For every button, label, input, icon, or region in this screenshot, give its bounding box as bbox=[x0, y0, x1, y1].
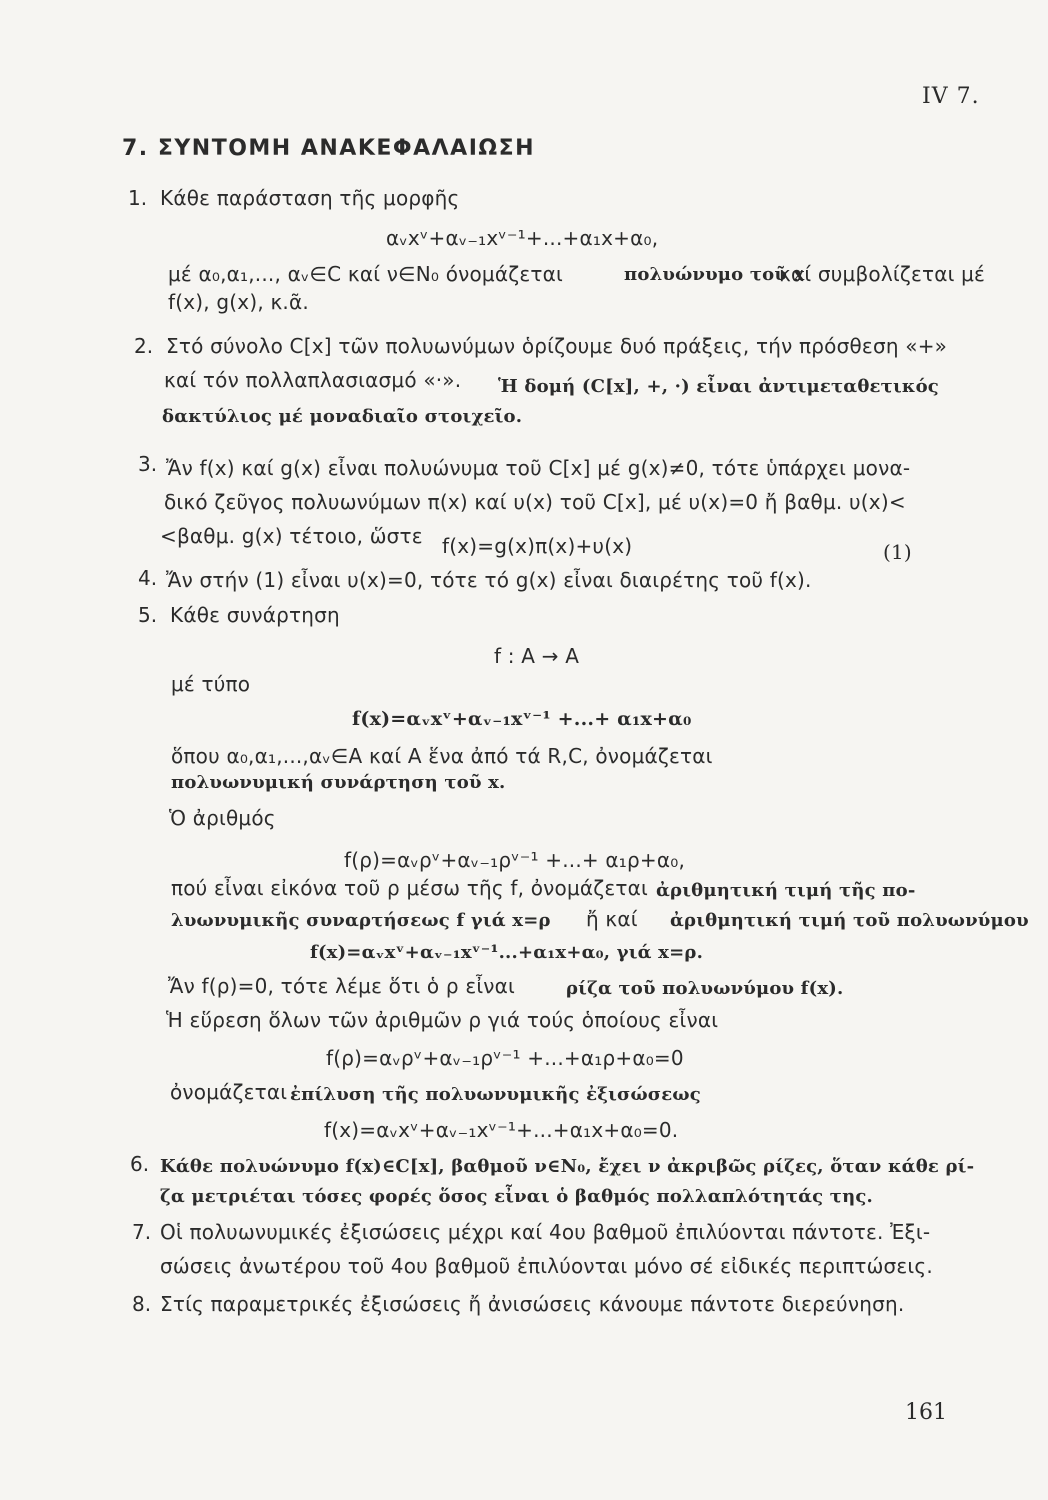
term-bold: Κάθε πολυώνυμο f(x)∈C[x], βαθμοῦ ν∈N₀, ἔχει ν ἀκριβῶς ρίζες, ὅταν κάθε ρί- bbox=[160, 1156, 975, 1177]
item-number: 7. bbox=[132, 1220, 152, 1244]
formula: f : A → A bbox=[494, 644, 580, 668]
item-text: Κάθε παράσταση τῆς μορφῆς bbox=[160, 186, 460, 210]
term-bold: ἐπίλυση τῆς πολυωνυμικῆς ἐξισώσεως bbox=[290, 1084, 701, 1105]
item-text: Ἄν f(ρ)=0, τότε λέμε ὅτι ὁ ρ εἶναι bbox=[168, 974, 516, 998]
item-number: 3. bbox=[138, 452, 158, 476]
item-text: ἤ καί bbox=[586, 907, 638, 931]
page-number: 161 bbox=[905, 1400, 947, 1425]
item-text: σώσεις ἀνωτέρου τοῦ 4ου βαθμοῦ ἐπιλύονται μόνο σέ εἰδικές περιπτώσεις. bbox=[160, 1254, 933, 1278]
item-text: δικό ζεῦγος πολυωνύμων π(x) καί υ(x) τοῦ C[x], μέ υ(x)=0 ἤ βαθμ. υ(x)< bbox=[164, 490, 906, 514]
item-number: 5. bbox=[138, 603, 158, 627]
formula: f(ρ)=αᵥρᵛ+αᵥ₋₁ρᵛ⁻¹ +...+α₁ρ+α₀=0 bbox=[326, 1046, 684, 1070]
item-text: καί συμβολίζεται μέ bbox=[779, 262, 986, 286]
formula: f(x)=αᵥxᵛ+αᵥ₋₁xᵛ⁻¹+...+α₁x+α₀=0. bbox=[324, 1118, 679, 1142]
term-bold: ζα μετριέται τόσες φορές ὅσος εἶναι ὁ βαθμός πολλαπλότητάς της. bbox=[160, 1186, 874, 1207]
item-text: f(x), g(x), κ.ᾶ. bbox=[168, 290, 309, 314]
item-text: Κάθε συνάρτηση bbox=[170, 603, 340, 627]
item-text: Ἄν f(x) καί g(x) εἶναι πολυώνυμα τοῦ C[x] μέ g(x)≠0, τότε ὑπάρχει μονα- bbox=[166, 456, 911, 480]
item-text: Ὁ ἀριθμός bbox=[169, 806, 276, 830]
item-number: 2. bbox=[134, 334, 154, 358]
term-bold: ρίζα τοῦ πολυωνύμου f(x). bbox=[566, 978, 844, 999]
formula: f(x)=αᵥxᵛ+αᵥ₋₁xᵛ⁻¹...+α₁x+α₀, γιά x=ρ. bbox=[310, 942, 704, 963]
term-bold: δακτύλιος μέ μοναδιαῖο στοιχεῖο. bbox=[162, 406, 523, 427]
term-bold: πολυωνυμική συνάρτηση τοῦ x. bbox=[171, 772, 506, 793]
item-number: 4. bbox=[138, 566, 158, 590]
item-text: <βαθμ. g(x) τέτοιο, ὥστε bbox=[160, 524, 423, 548]
item-text: Ἄν στήν (1) εἶναι υ(x)=0, τότε τό g(x) εἶναι διαιρέτης τοῦ f(x). bbox=[166, 568, 812, 592]
item-text: ὅπου α₀,α₁,...,αᵥ∈A καί A ἕνα ἀπό τά R,C, ὀνομάζεται bbox=[171, 744, 713, 768]
formula: αᵥxᵛ+αᵥ₋₁xᵛ⁻¹+...+α₁x+α₀, bbox=[386, 226, 659, 250]
item-text: πού εἶναι εἰκόνα τοῦ ρ μέσω τῆς f, ὀνομάζεται bbox=[171, 876, 648, 900]
term-bold: λυωνυμικῆς συναρτήσεως f γιά x=ρ bbox=[171, 910, 551, 931]
item-text: Στό σύνολο C[x] τῶν πολυωνύμων ὁρίζουμε δυό πράξεις, τήν πρόσθεση «+» bbox=[166, 334, 948, 358]
item-text: Οἱ πολυωνυμικές ἐξισώσεις μέχρι καί 4ου βαθμοῦ ἐπιλύονται πάντοτε. Ἐξι- bbox=[160, 1220, 931, 1244]
page-title: 7. ΣΥΝΤΟΜΗ ΑΝΑΚΕΦΑΛΑΙΩΣΗ bbox=[122, 136, 536, 161]
term-bold: ἀριθμητική τιμή τοῦ πολυωνύμου bbox=[670, 910, 1029, 931]
item-text: μέ τύπο bbox=[171, 672, 251, 696]
equation-label: (1) bbox=[883, 540, 912, 564]
term-bold: ἀριθμητική τιμή τῆς πο- bbox=[656, 880, 916, 901]
item-text: ὀνομάζεται bbox=[170, 1080, 288, 1104]
formula: f(ρ)=αᵥρᵛ+αᵥ₋₁ρᵛ⁻¹ +...+ α₁ρ+α₀, bbox=[344, 848, 686, 872]
item-number: 1. bbox=[128, 186, 148, 210]
section-reference: IV 7. bbox=[922, 84, 980, 109]
item-text: καί τόν πολλαπλασιασμό «·». bbox=[164, 368, 462, 392]
term-bold: Ἡ δομή (C[x], +, ·) εἶναι ἀντιμεταθετικός bbox=[498, 376, 939, 397]
item-number: 6. bbox=[130, 1152, 150, 1176]
item-text: Ἡ εὕρεση ὅλων τῶν ἀριθμῶν ρ γιά τούς ὁποίους εἶναι bbox=[166, 1008, 719, 1032]
item-number: 8. bbox=[132, 1292, 152, 1316]
formula: f(x)=αᵥxᵛ+αᵥ₋₁xᵛ⁻¹ +...+ α₁x+α₀ bbox=[352, 708, 692, 730]
term-bold: πολυώνυμο τοῦ x bbox=[624, 264, 805, 285]
item-text: Στίς παραμετρικές ἐξισώσεις ἤ ἀνισώσεις κάνουμε πάντοτε διερεύνηση. bbox=[160, 1292, 905, 1316]
item-text: μέ α₀,α₁,..., αᵥ∈C καί ν∈N₀ όνομάζεται bbox=[168, 262, 563, 286]
formula: f(x)=g(x)π(x)+υ(x) bbox=[442, 534, 633, 558]
